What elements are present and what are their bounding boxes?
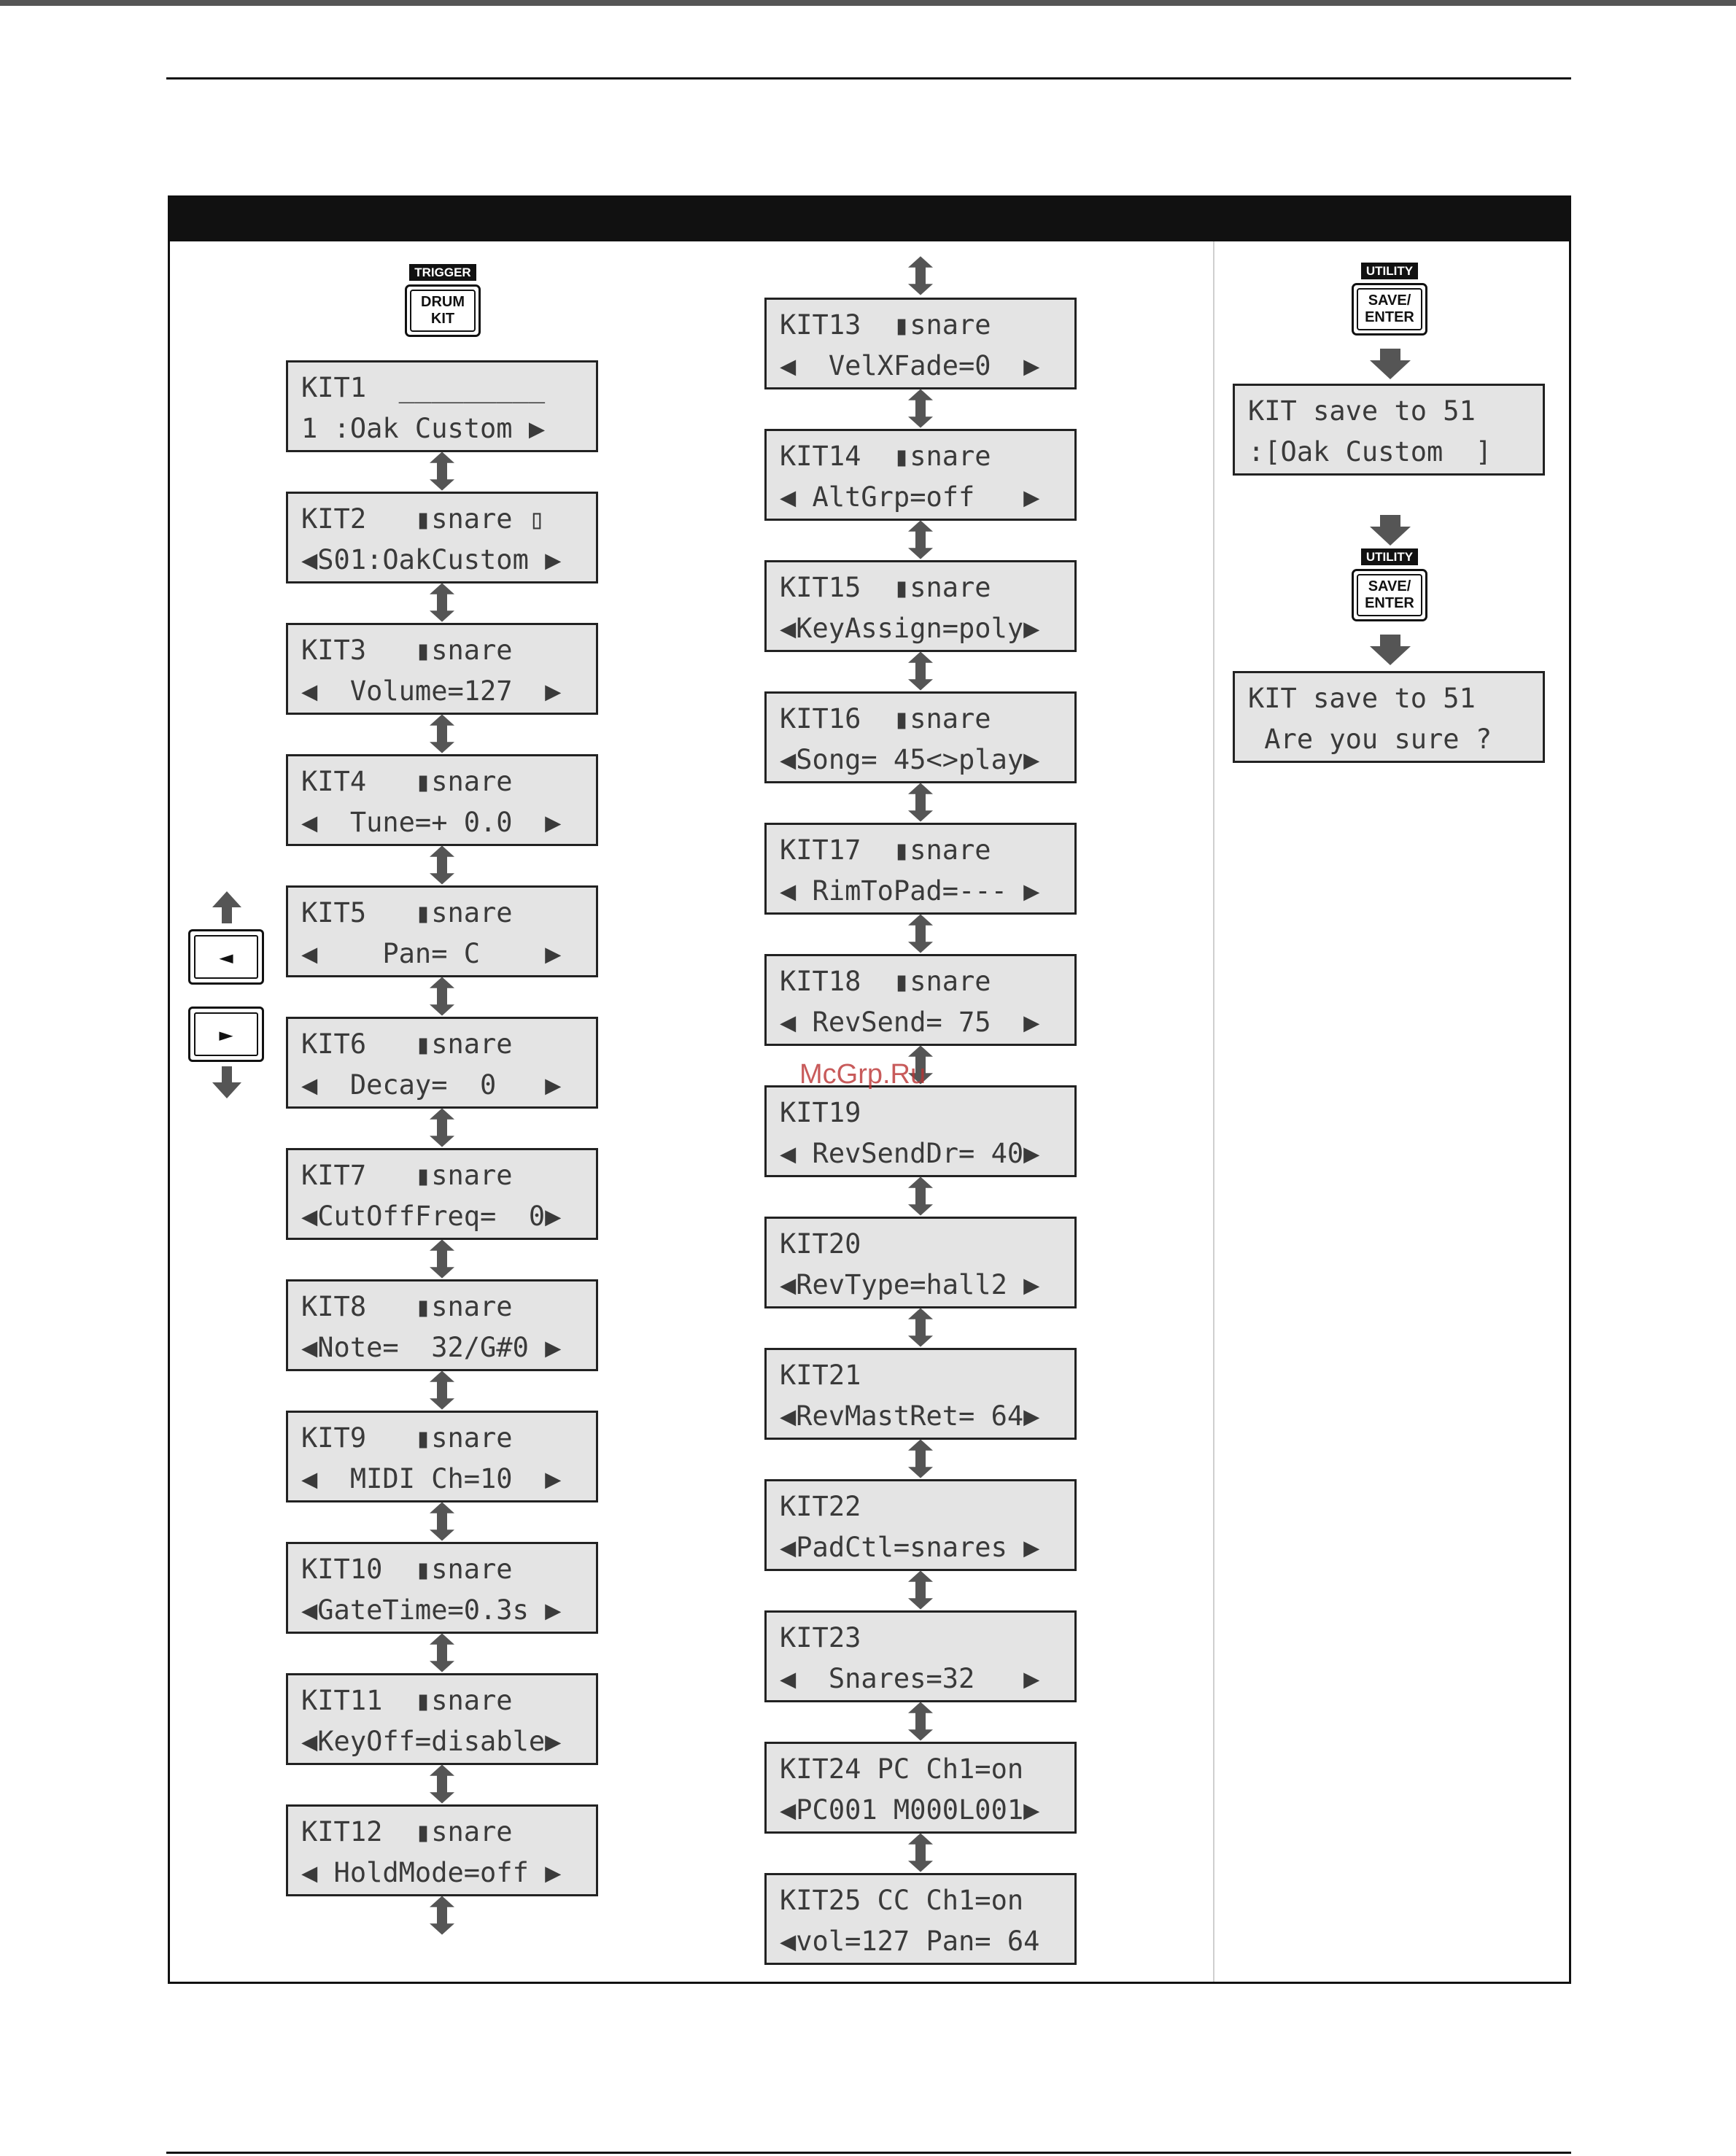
drum-kit-button[interactable]: [405, 284, 481, 337]
lcd-screen: [764, 1610, 1077, 1702]
lcd-line-2: ◀Note= 32/G#0 ▶: [301, 1332, 562, 1363]
column-divider: [1213, 241, 1214, 1982]
lcd-line-2: 1 :Oak Custom ▶: [301, 413, 546, 444]
lcd-screen: [1233, 384, 1545, 476]
lcd-line-1: KIT21: [780, 1360, 861, 1391]
right-button-glyph: ►: [194, 1012, 258, 1056]
down-arrow-icon: [1368, 635, 1412, 665]
double-arrow-icon: [427, 713, 457, 754]
lcd-line-1: KIT8 ▮snare: [301, 1291, 513, 1322]
lcd-line-1: KIT7 ▮snare: [301, 1160, 513, 1191]
lcd-screen: [286, 360, 598, 452]
utility-label: UTILITY: [1361, 548, 1418, 565]
lcd-line-2: ◀ RimToPad=--- ▶: [780, 875, 1040, 907]
double-arrow-icon: [906, 1176, 935, 1217]
lcd-line-1: KIT13 ▮snare: [780, 309, 991, 341]
double-arrow-icon: [427, 976, 457, 1017]
lcd-line-1: KIT12 ▮snare: [301, 1816, 513, 1847]
lcd-line-2: ◀ Decay= 0 ▶: [301, 1069, 562, 1101]
save-enter-button-group-1: [1349, 263, 1430, 336]
lcd-line-2: ◀Song= 45<>play▶: [780, 744, 1040, 775]
lcd-line-1: KIT20: [780, 1228, 861, 1260]
lcd-line-1: KIT17 ▮snare: [780, 834, 991, 866]
double-arrow-icon: [427, 1370, 457, 1411]
lcd-line-1: KIT14 ▮snare: [780, 441, 991, 472]
lcd-screen: [286, 1542, 598, 1634]
lcd-screen: [286, 885, 598, 977]
drum-kit-button-group: [403, 264, 483, 337]
lcd-line-1: KIT save to 51: [1248, 395, 1476, 427]
lcd-line-1: KIT11 ▮snare: [301, 1685, 513, 1716]
lcd-line-2: ◀ MIDI Ch=10 ▶: [301, 1463, 562, 1494]
lcd-screen: [764, 1217, 1077, 1308]
lcd-line-1: KIT4 ▮snare: [301, 766, 513, 797]
header-rule: [166, 77, 1571, 80]
save-enter-button-label: ENTER: [1365, 309, 1414, 325]
double-arrow-icon: [427, 451, 457, 492]
lcd-line-2: ◀PadCtl=snares ▶: [780, 1532, 1040, 1563]
lcd-screen: [764, 1479, 1077, 1571]
lcd-screen: [1233, 671, 1545, 763]
panel-header-bar: [170, 198, 1569, 241]
lcd-screen: [764, 298, 1077, 389]
double-arrow-icon: [427, 1895, 457, 1936]
lcd-line-2: ◀ Tune=+ 0.0 ▶: [301, 807, 562, 838]
lcd-line-2: ◀ VelXFade=0 ▶: [780, 350, 1040, 381]
top-bar: [0, 0, 1736, 6]
double-arrow-icon: [906, 255, 935, 296]
double-arrow-icon: [427, 845, 457, 885]
lcd-line-1: KIT3 ▮snare: [301, 635, 513, 666]
lcd-screen: [286, 1673, 598, 1765]
lcd-line-2: ◀PC001 M000L001▶: [780, 1794, 1040, 1826]
drum-kit-button-label: DRUM: [421, 294, 465, 310]
watermark: McGrp.Ru: [799, 1059, 926, 1090]
lcd-line-1: KIT24 PC Ch1=on: [780, 1753, 1024, 1785]
lcd-screen: [764, 1085, 1077, 1177]
left-button-glyph: ◄: [194, 935, 258, 979]
double-arrow-icon: [427, 582, 457, 623]
lcd-screen: [764, 954, 1077, 1046]
lcd-screen: [286, 1804, 598, 1896]
lcd-line-1: KIT23: [780, 1622, 861, 1653]
drum-kit-button-label: KIT: [430, 311, 455, 327]
double-arrow-icon: [427, 1107, 457, 1148]
double-arrow-icon: [906, 1701, 935, 1742]
lcd-screen: [764, 691, 1077, 783]
footer-rule: [166, 2152, 1571, 2154]
lcd-line-1: KIT1 _________: [301, 372, 546, 403]
save-enter-button-label: SAVE/: [1368, 292, 1411, 309]
down-arrow-icon: [212, 1066, 241, 1098]
lcd-screen: [764, 1348, 1077, 1440]
double-arrow-icon: [906, 651, 935, 691]
save-enter-button[interactable]: [1352, 569, 1427, 621]
double-arrow-icon: [427, 1238, 457, 1279]
trigger-label: TRIGGER: [409, 264, 476, 281]
double-arrow-icon: [906, 913, 935, 954]
lcd-screen: [764, 823, 1077, 915]
double-arrow-icon: [906, 1307, 935, 1348]
save-enter-button-group-2: [1349, 548, 1430, 621]
lcd-line-2: ◀ HoldMode=off ▶: [301, 1857, 562, 1888]
double-arrow-icon: [427, 1764, 457, 1804]
lcd-screen: [286, 623, 598, 715]
double-arrow-icon: [427, 1632, 457, 1673]
lcd-screen: [286, 1279, 598, 1371]
double-arrow-icon: [906, 1832, 935, 1873]
down-arrow-icon: [1368, 515, 1412, 546]
save-enter-button[interactable]: [1352, 283, 1427, 336]
lcd-line-2: ◀CutOffFreq= 0▶: [301, 1201, 562, 1232]
lcd-line-2: :[Oak Custom ]: [1248, 436, 1492, 468]
lcd-line-2: Are you sure ?: [1248, 724, 1492, 755]
left-button[interactable]: [188, 929, 264, 985]
lcd-line-1: KIT save to 51: [1248, 683, 1476, 714]
double-arrow-icon: [906, 519, 935, 560]
lcd-line-2: ◀ Pan= C ▶: [301, 938, 562, 969]
lcd-screen: [764, 1742, 1077, 1834]
lcd-line-2: ◀ Snares=32 ▶: [780, 1663, 1040, 1694]
lcd-line-2: ◀ AltGrp=off ▶: [780, 481, 1040, 513]
lcd-line-2: ◀ RevSend= 75 ▶: [780, 1007, 1040, 1038]
up-arrow-icon: [212, 891, 241, 923]
lcd-line-1: KIT19: [780, 1097, 861, 1128]
lcd-screen: [764, 429, 1077, 521]
double-arrow-icon: [906, 388, 935, 429]
lcd-screen: [764, 1873, 1077, 1965]
lcd-line-1: KIT10 ▮snare: [301, 1554, 513, 1585]
lcd-line-1: KIT25 CC Ch1=on: [780, 1885, 1024, 1916]
double-arrow-icon: [906, 1570, 935, 1610]
double-arrow-icon: [427, 1501, 457, 1542]
lcd-line-2: ◀GateTime=0.3s ▶: [301, 1594, 562, 1626]
lcd-screen: [286, 492, 598, 583]
double-arrow-icon: [906, 782, 935, 823]
lcd-screen: [286, 1411, 598, 1502]
lcd-line-2: ◀ RevSendDr= 40▶: [780, 1138, 1040, 1169]
double-arrow-icon: [906, 1438, 935, 1479]
save-enter-button-label: SAVE/: [1368, 578, 1411, 594]
lcd-line-2: ◀RevMastRet= 64▶: [780, 1400, 1040, 1432]
lcd-line-2: ◀KeyOff=disable▶: [301, 1726, 562, 1757]
lcd-line-1: KIT18 ▮snare: [780, 966, 991, 997]
lcd-line-1: KIT6 ▮snare: [301, 1028, 513, 1060]
lcd-line-2: ◀ Volume=127 ▶: [301, 675, 562, 707]
lcd-screen: [286, 1017, 598, 1109]
utility-label: UTILITY: [1361, 263, 1418, 279]
lcd-line-2: ◀S01:OakCustom ▶: [301, 544, 562, 575]
lcd-line-1: KIT22: [780, 1491, 861, 1522]
right-button[interactable]: [188, 1007, 264, 1062]
lcd-screen: [286, 1148, 598, 1240]
lcd-line-1: KIT2 ▮snare ▯: [301, 503, 546, 535]
save-enter-button-label: ENTER: [1365, 595, 1414, 611]
lcd-line-2: ◀RevType=hall2 ▶: [780, 1269, 1040, 1300]
lcd-line-1: KIT9 ▮snare: [301, 1422, 513, 1454]
lcd-screen: [764, 560, 1077, 652]
lcd-line-1: KIT16 ▮snare: [780, 703, 991, 734]
down-arrow-icon: [1368, 349, 1412, 379]
lcd-line-1: KIT5 ▮snare: [301, 897, 513, 928]
lcd-line-2: ◀KeyAssign=poly▶: [780, 613, 1040, 644]
lcd-line-2: ◀vol=127 Pan= 64: [780, 1926, 1040, 1957]
lcd-line-1: KIT15 ▮snare: [780, 572, 991, 603]
lcd-screen: [286, 754, 598, 846]
